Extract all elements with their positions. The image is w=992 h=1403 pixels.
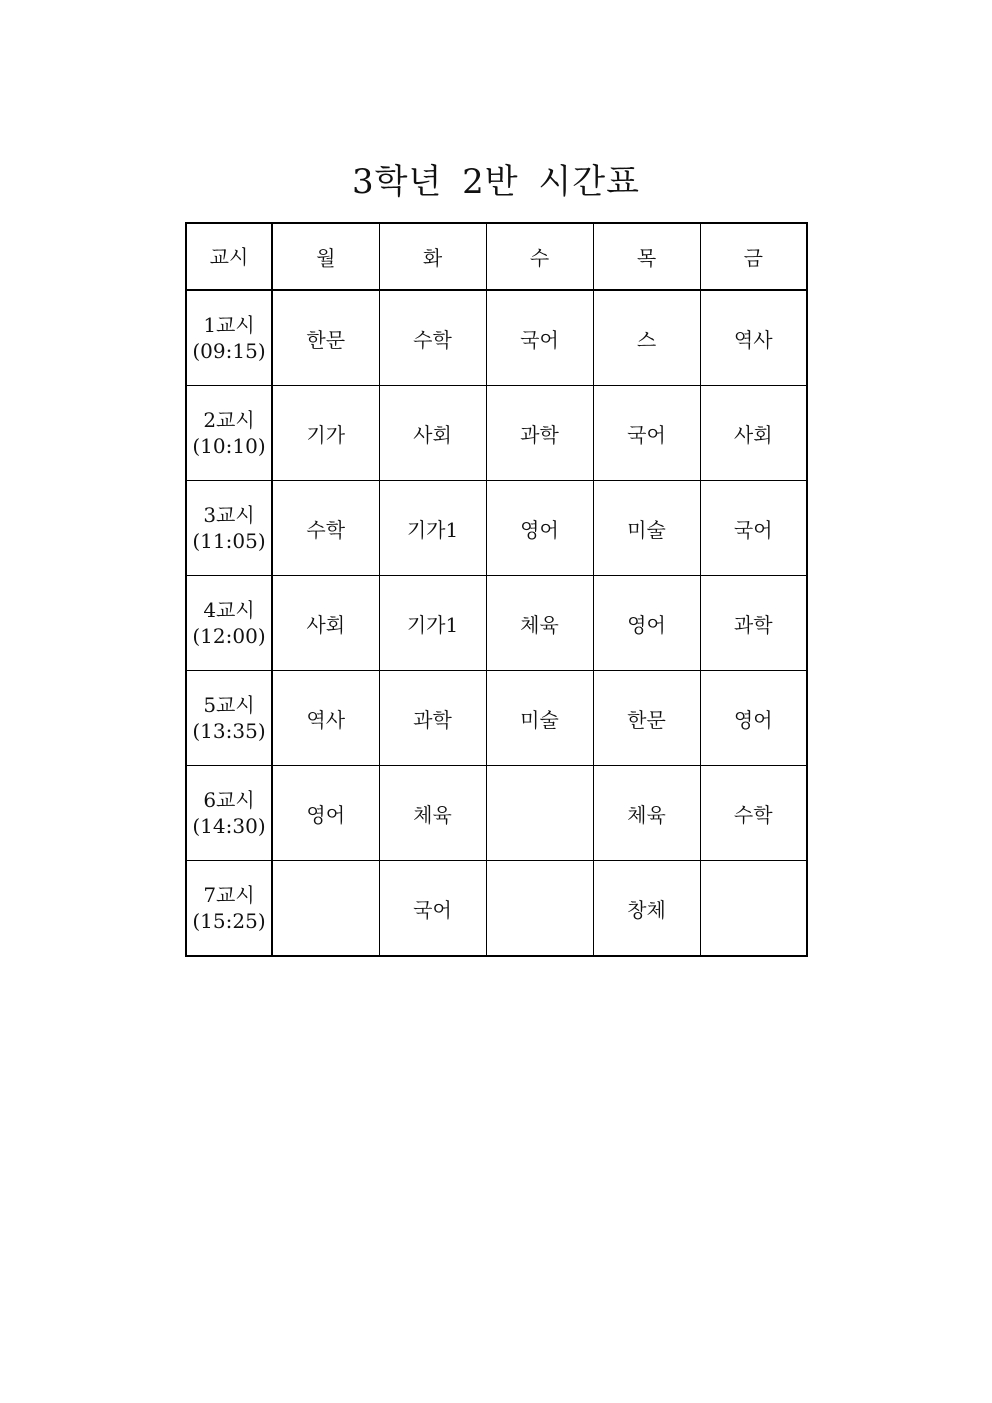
subject-cell: 수학: [379, 290, 486, 386]
subject-cell: [700, 861, 807, 957]
period-label: 2교시: [203, 408, 255, 432]
period-time: (09:15): [192, 339, 266, 363]
period-label: 1교시: [203, 313, 255, 337]
subject-cell: [486, 766, 593, 861]
table-row: [186, 576, 807, 671]
table-row: [186, 861, 807, 957]
period-cell: [186, 576, 272, 671]
subject-cell: 스: [593, 290, 700, 386]
subject-cell: 체육: [486, 576, 593, 671]
period-label: 4교시: [203, 598, 255, 622]
header-day-mon: 월: [272, 223, 379, 290]
period-label: 3교시: [203, 503, 255, 527]
subject-cell: 한문: [272, 290, 379, 386]
header-day-wed: 수: [486, 223, 593, 290]
subject-cell: 역사: [700, 290, 807, 386]
subject-cell: 국어: [593, 386, 700, 481]
subject-cell: 기가: [272, 386, 379, 481]
header-day-thu: 목: [593, 223, 700, 290]
subject-cell: 기가1: [379, 576, 486, 671]
period-cell: [186, 766, 272, 861]
subject-cell: 과학: [700, 576, 807, 671]
subject-cell: [272, 861, 379, 957]
period-label: 7교시: [203, 883, 255, 907]
subject-cell: 과학: [486, 386, 593, 481]
table-row: [186, 386, 807, 481]
subject-cell: 수학: [700, 766, 807, 861]
subject-cell: 창체: [593, 861, 700, 957]
period-time: (14:30): [192, 814, 266, 838]
period-time: (12:00): [192, 624, 266, 648]
table-row: [186, 671, 807, 766]
header-day-fri: 금: [700, 223, 807, 290]
subject-cell: 한문: [593, 671, 700, 766]
subject-cell: 과학: [379, 671, 486, 766]
header-period: 교시: [186, 223, 272, 290]
period-time: (11:05): [192, 529, 266, 553]
subject-cell: 국어: [486, 290, 593, 386]
header-day-tue: 화: [379, 223, 486, 290]
period-label: 5교시: [203, 693, 255, 717]
period-time: (13:35): [192, 719, 266, 743]
subject-cell: 국어: [700, 481, 807, 576]
period-cell: [186, 861, 272, 957]
period-cell: [186, 671, 272, 766]
period-cell: [186, 290, 272, 386]
period-cell: [186, 386, 272, 481]
subject-cell: 체육: [593, 766, 700, 861]
page-title: 3학년 2반 시간표: [352, 162, 640, 202]
table-row: [186, 290, 807, 386]
subject-cell: 수학: [272, 481, 379, 576]
subject-cell: 사회: [700, 386, 807, 481]
subject-cell: 영어: [700, 671, 807, 766]
subject-cell: 국어: [379, 861, 486, 957]
header-row: [186, 223, 807, 290]
subject-cell: 기가1: [379, 481, 486, 576]
subject-cell: 체육: [379, 766, 486, 861]
subject-cell: 미술: [593, 481, 700, 576]
subject-cell: 미술: [486, 671, 593, 766]
subject-cell: 영어: [593, 576, 700, 671]
subject-cell: 영어: [272, 766, 379, 861]
period-time: (10:10): [192, 434, 266, 458]
period-cell: [186, 481, 272, 576]
subject-cell: 영어: [486, 481, 593, 576]
period-label: 6교시: [203, 788, 255, 812]
subject-cell: [486, 861, 593, 957]
table-row: [186, 766, 807, 861]
timetable: [185, 222, 808, 957]
period-time: (15:25): [192, 909, 266, 933]
subject-cell: 사회: [272, 576, 379, 671]
subject-cell: 사회: [379, 386, 486, 481]
table-row: [186, 481, 807, 576]
subject-cell: 역사: [272, 671, 379, 766]
